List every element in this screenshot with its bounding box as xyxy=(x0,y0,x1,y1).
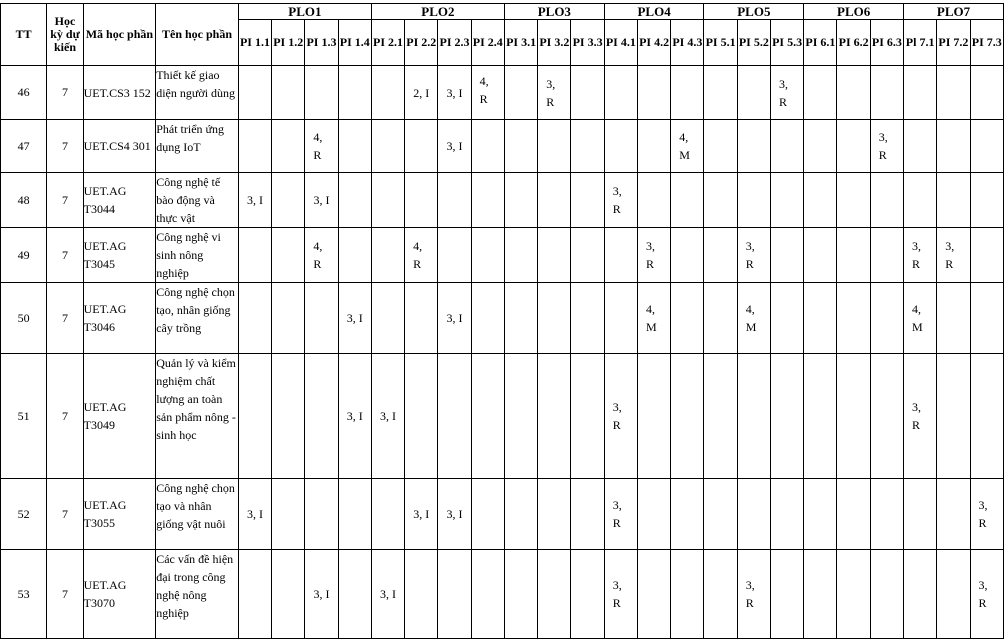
pi-cell xyxy=(704,283,737,354)
header-ma-hoc-phan: Mã học phần xyxy=(83,4,156,66)
pi-cell xyxy=(471,479,504,550)
pi-cell xyxy=(338,66,371,120)
pi-cell xyxy=(504,173,537,228)
pi-cell xyxy=(371,66,404,120)
pi-cell xyxy=(338,228,371,283)
pi-cell xyxy=(538,120,571,173)
pi-cell xyxy=(870,283,903,354)
pi-cell xyxy=(571,66,604,120)
pi-cell xyxy=(305,66,338,120)
pi-cell xyxy=(704,479,737,550)
pi-cell: 4, M xyxy=(637,283,670,354)
pi-cell xyxy=(272,479,305,550)
row-hoc-ky: 7 xyxy=(47,228,83,283)
row-tt: 46 xyxy=(1,66,47,120)
pi-cell: 4, M xyxy=(671,120,704,173)
pi-cell xyxy=(504,228,537,283)
pi-cell xyxy=(804,283,837,354)
pi-cell xyxy=(671,173,704,228)
pi-cell xyxy=(272,550,305,639)
pi-cell xyxy=(671,354,704,479)
pi-cell: 3, I xyxy=(338,283,371,354)
pi-cell xyxy=(338,173,371,228)
pi-cell xyxy=(438,550,471,639)
pi-cell xyxy=(371,479,404,550)
pi-cell: 3, I xyxy=(238,479,271,550)
pi-cell xyxy=(538,173,571,228)
table-body xyxy=(1,66,1004,639)
pi-cell xyxy=(837,66,870,120)
pi-cell xyxy=(272,173,305,228)
pi-cell: 3, R xyxy=(604,354,637,479)
pi-cell: 3, I xyxy=(438,283,471,354)
row-hoc-ky: 7 xyxy=(47,173,83,228)
pi-cell xyxy=(504,120,537,173)
table-row xyxy=(1,479,1004,550)
pi-cell xyxy=(272,354,305,479)
pi-cell xyxy=(238,550,271,639)
pi-cell xyxy=(471,120,504,173)
pi-header-cell: PI 7.2 xyxy=(937,20,970,66)
pi-cell xyxy=(405,120,438,173)
pi-cell: 3, R xyxy=(604,550,637,639)
pi-cell xyxy=(770,228,803,283)
pi-cell xyxy=(637,354,670,479)
pi-cell xyxy=(837,479,870,550)
pi-cell: 3, I xyxy=(438,66,471,120)
pi-cell xyxy=(970,66,1004,120)
pi-cell: 3, R xyxy=(770,66,803,120)
pi-cell xyxy=(671,479,704,550)
pi-cell xyxy=(272,228,305,283)
pi-cell xyxy=(671,66,704,120)
pi-cell xyxy=(837,120,870,173)
header-plo2: PLO2 xyxy=(371,4,504,20)
pi-cell xyxy=(405,354,438,479)
pi-cell xyxy=(704,120,737,173)
pi-cell xyxy=(604,228,637,283)
pi-cell xyxy=(770,479,803,550)
pi-header-cell: PI 7.3 xyxy=(970,20,1004,66)
row-ma-hoc-phan: UET.AG T3070 xyxy=(83,550,156,639)
table-row xyxy=(1,66,1004,120)
plo-header-row xyxy=(1,4,1004,20)
pi-cell xyxy=(970,283,1004,354)
pi-cell xyxy=(904,66,937,120)
pi-cell xyxy=(870,354,903,479)
row-ten-hoc-phan: Quản lý và kiểm nghiệm chất lượng an toàn sản phẩm nông - sinh học xyxy=(156,354,239,479)
pi-cell xyxy=(272,66,305,120)
row-tt: 49 xyxy=(1,228,47,283)
pi-cell xyxy=(471,550,504,639)
pi-cell xyxy=(571,283,604,354)
pi-cell: 3, I xyxy=(305,173,338,228)
pi-cell: 3, R xyxy=(970,479,1004,550)
table-row xyxy=(1,283,1004,354)
pi-cell: 3, I xyxy=(438,479,471,550)
header-plo7: PLO7 xyxy=(904,4,1004,20)
pi-cell xyxy=(737,120,770,173)
pi-header-cell: PI 5.1 xyxy=(704,20,737,66)
pi-cell xyxy=(937,120,970,173)
pi-header-cell: PI 5.3 xyxy=(770,20,803,66)
pi-cell xyxy=(870,173,903,228)
pi-cell xyxy=(405,550,438,639)
table-row xyxy=(1,550,1004,639)
pi-cell: 3, I xyxy=(305,550,338,639)
table-row xyxy=(1,354,1004,479)
pi-header-cell: PI 4.2 xyxy=(637,20,670,66)
pi-cell xyxy=(970,173,1004,228)
pi-cell xyxy=(604,283,637,354)
pi-cell xyxy=(471,173,504,228)
pi-cell: 3, I xyxy=(338,354,371,479)
pi-cell xyxy=(637,173,670,228)
pi-cell xyxy=(837,354,870,479)
pi-header-cell: PI 1.3 xyxy=(305,20,338,66)
row-ten-hoc-phan: Công nghệ tế bào động và thực vật xyxy=(156,173,239,228)
table-row xyxy=(1,228,1004,283)
pi-cell xyxy=(804,173,837,228)
pi-cell xyxy=(970,354,1004,479)
pi-cell xyxy=(804,66,837,120)
header-plo6: PLO6 xyxy=(804,4,904,20)
pi-cell xyxy=(538,228,571,283)
pi-cell xyxy=(904,550,937,639)
pi-cell xyxy=(272,283,305,354)
pi-cell xyxy=(804,120,837,173)
pi-cell xyxy=(538,550,571,639)
pi-cell: 4, M xyxy=(904,283,937,354)
pi-cell xyxy=(371,283,404,354)
pi-cell xyxy=(704,66,737,120)
pi-cell xyxy=(704,228,737,283)
pi-cell xyxy=(405,173,438,228)
pi-cell xyxy=(671,550,704,639)
pi-cell xyxy=(937,550,970,639)
pi-cell: 3, R xyxy=(604,173,637,228)
pi-cell xyxy=(238,354,271,479)
pi-cell xyxy=(471,283,504,354)
row-ten-hoc-phan: Công nghệ chọn tạo và nhân giống vật nuôi xyxy=(156,479,239,550)
pi-header-cell: PI 2.1 xyxy=(371,20,404,66)
pi-cell: 4, R xyxy=(305,228,338,283)
pi-cell xyxy=(637,479,670,550)
pi-cell xyxy=(538,354,571,479)
pi-cell xyxy=(504,354,537,479)
pi-cell: 3, R xyxy=(737,228,770,283)
pi-cell: 3, R xyxy=(904,228,937,283)
pi-cell xyxy=(904,173,937,228)
pi-cell xyxy=(604,66,637,120)
pi-cell xyxy=(338,479,371,550)
pi-cell xyxy=(770,283,803,354)
pi-cell xyxy=(504,283,537,354)
pi-cell: 4, R xyxy=(305,120,338,173)
row-hoc-ky: 7 xyxy=(47,283,83,354)
pi-cell xyxy=(737,173,770,228)
pi-cell: 2, I xyxy=(405,66,438,120)
pi-cell xyxy=(571,479,604,550)
pi-header-cell: PI 3.3 xyxy=(571,20,604,66)
pi-cell xyxy=(837,228,870,283)
row-ten-hoc-phan: Công nghệ vi sinh nông nghiệp xyxy=(156,228,239,283)
pi-cell xyxy=(504,66,537,120)
pi-cell xyxy=(305,479,338,550)
row-ma-hoc-phan: UET.AG T3046 xyxy=(83,283,156,354)
pi-cell xyxy=(937,354,970,479)
row-tt: 52 xyxy=(1,479,47,550)
row-ma-hoc-phan: UET.AG T3055 xyxy=(83,479,156,550)
pi-cell xyxy=(504,550,537,639)
pi-cell xyxy=(238,120,271,173)
pi-cell xyxy=(238,283,271,354)
pi-header-cell: PI 6.3 xyxy=(870,20,903,66)
pi-cell xyxy=(405,283,438,354)
pi-cell xyxy=(804,550,837,639)
pi-header-cell: PI 4.1 xyxy=(604,20,637,66)
pi-cell: 3, R xyxy=(937,228,970,283)
pi-header-cell: PI 6.1 xyxy=(804,20,837,66)
pi-cell xyxy=(571,228,604,283)
pi-header-cell: PI 2.2 xyxy=(405,20,438,66)
pi-header-cell: PI 6.2 xyxy=(837,20,870,66)
pi-cell xyxy=(904,120,937,173)
pi-cell: 3, R xyxy=(904,354,937,479)
pi-cell xyxy=(504,479,537,550)
pi-cell xyxy=(870,550,903,639)
row-ma-hoc-phan: UET.AG T3044 xyxy=(83,173,156,228)
pi-cell: 3, I xyxy=(371,354,404,479)
pi-cell: 3, I xyxy=(238,173,271,228)
pi-cell xyxy=(338,120,371,173)
pi-cell xyxy=(770,354,803,479)
row-ma-hoc-phan: UET.AG T3045 xyxy=(83,228,156,283)
pi-cell xyxy=(571,120,604,173)
pi-cell: 3, R xyxy=(970,550,1004,639)
row-ma-hoc-phan: UET.AG T3049 xyxy=(83,354,156,479)
pi-cell xyxy=(305,283,338,354)
pi-cell xyxy=(704,354,737,479)
pi-cell: 4, R xyxy=(471,66,504,120)
pi-cell xyxy=(571,550,604,639)
pi-cell xyxy=(438,228,471,283)
pi-cell xyxy=(471,354,504,479)
pi-cell: 3, I xyxy=(405,479,438,550)
pi-cell: 3, R xyxy=(637,228,670,283)
pi-cell: 4, M xyxy=(737,283,770,354)
pi-cell xyxy=(737,66,770,120)
pi-cell xyxy=(737,479,770,550)
header-plo3: PLO3 xyxy=(504,4,604,20)
header-hoc-ky: Học kỳ dự kiến xyxy=(47,4,83,66)
row-tt: 50 xyxy=(1,283,47,354)
row-hoc-ky: 7 xyxy=(47,354,83,479)
pi-cell xyxy=(637,120,670,173)
row-tt: 53 xyxy=(1,550,47,639)
pi-cell xyxy=(371,173,404,228)
pi-cell xyxy=(937,173,970,228)
pi-cell xyxy=(604,120,637,173)
pi-cell xyxy=(837,550,870,639)
pi-cell xyxy=(238,66,271,120)
row-ten-hoc-phan: Các vấn đề hiện đại trong công nghệ nông nghiệp xyxy=(156,550,239,639)
row-hoc-ky: 7 xyxy=(47,479,83,550)
row-tt: 48 xyxy=(1,173,47,228)
pi-cell xyxy=(538,479,571,550)
row-ten-hoc-phan: Thiết kế giao diện người dùng xyxy=(156,66,239,120)
pi-header-cell: PI 3.2 xyxy=(538,20,571,66)
pi-cell xyxy=(371,120,404,173)
pi-cell xyxy=(870,479,903,550)
pi-cell xyxy=(804,354,837,479)
pi-cell: 3, R xyxy=(604,479,637,550)
pi-cell xyxy=(770,120,803,173)
pi-cell xyxy=(438,354,471,479)
pi-header-cell: PI 2.3 xyxy=(438,20,471,66)
pi-cell xyxy=(937,66,970,120)
pi-cell xyxy=(804,228,837,283)
pi-cell xyxy=(671,283,704,354)
pi-cell xyxy=(438,173,471,228)
pi-header-cell: PI 5.2 xyxy=(737,20,770,66)
pi-header-cell: PI 4.3 xyxy=(671,20,704,66)
row-hoc-ky: 7 xyxy=(47,66,83,120)
pi-header-cell: PI 1.4 xyxy=(338,20,371,66)
pi-header-cell: Pl 7.1 xyxy=(904,20,937,66)
pi-cell xyxy=(305,354,338,479)
row-ma-hoc-phan: UET.CS4 301 xyxy=(83,120,156,173)
pi-header-cell: PI 1.2 xyxy=(272,20,305,66)
header-plo1: PLO1 xyxy=(238,4,371,20)
header-tt: TT xyxy=(1,4,47,66)
pi-cell xyxy=(571,173,604,228)
header-ten-hoc-phan: Tên học phần xyxy=(156,4,239,66)
pi-cell xyxy=(272,120,305,173)
row-tt: 47 xyxy=(1,120,47,173)
header-plo5: PLO5 xyxy=(704,4,804,20)
row-ten-hoc-phan: Công nghệ chọn tạo, nhân giống cây trồng xyxy=(156,283,239,354)
pi-cell xyxy=(870,66,903,120)
pi-cell xyxy=(538,283,571,354)
row-ten-hoc-phan: Phát triển ứng dụng IoT xyxy=(156,120,239,173)
pi-cell: 4, R xyxy=(405,228,438,283)
pi-header-cell: PI 2.4 xyxy=(471,20,504,66)
pi-cell xyxy=(770,173,803,228)
pi-cell xyxy=(704,173,737,228)
pi-cell xyxy=(870,228,903,283)
pi-cell: 3, R xyxy=(870,120,903,173)
row-hoc-ky: 7 xyxy=(47,550,83,639)
plo-mapping-table xyxy=(0,3,1004,639)
pi-cell xyxy=(637,66,670,120)
row-hoc-ky: 7 xyxy=(47,120,83,173)
row-tt: 51 xyxy=(1,354,47,479)
pi-cell: 3, R xyxy=(538,66,571,120)
pi-cell: 3, I xyxy=(371,550,404,639)
pi-cell xyxy=(338,550,371,639)
pi-cell xyxy=(937,479,970,550)
pi-header-cell: PI 3.1 xyxy=(504,20,537,66)
table-row xyxy=(1,120,1004,173)
table-row xyxy=(1,173,1004,228)
pi-cell xyxy=(937,283,970,354)
pi-cell: 3, R xyxy=(737,550,770,639)
pi-cell xyxy=(804,479,837,550)
pi-cell xyxy=(671,228,704,283)
pi-cell xyxy=(904,479,937,550)
pi-cell xyxy=(637,550,670,639)
pi-cell xyxy=(471,228,504,283)
pi-cell xyxy=(970,120,1004,173)
pi-cell xyxy=(571,354,604,479)
pi-cell xyxy=(837,173,870,228)
pi-header-cell: PI 1.1 xyxy=(238,20,271,66)
header-plo4: PLO4 xyxy=(604,4,704,20)
pi-cell xyxy=(704,550,737,639)
pi-cell xyxy=(371,228,404,283)
pi-cell: 3, I xyxy=(438,120,471,173)
pi-cell xyxy=(837,283,870,354)
pi-cell xyxy=(970,228,1004,283)
pi-cell xyxy=(737,354,770,479)
row-ma-hoc-phan: UET.CS3 152 xyxy=(83,66,156,120)
pi-cell xyxy=(238,228,271,283)
pi-cell xyxy=(770,550,803,639)
